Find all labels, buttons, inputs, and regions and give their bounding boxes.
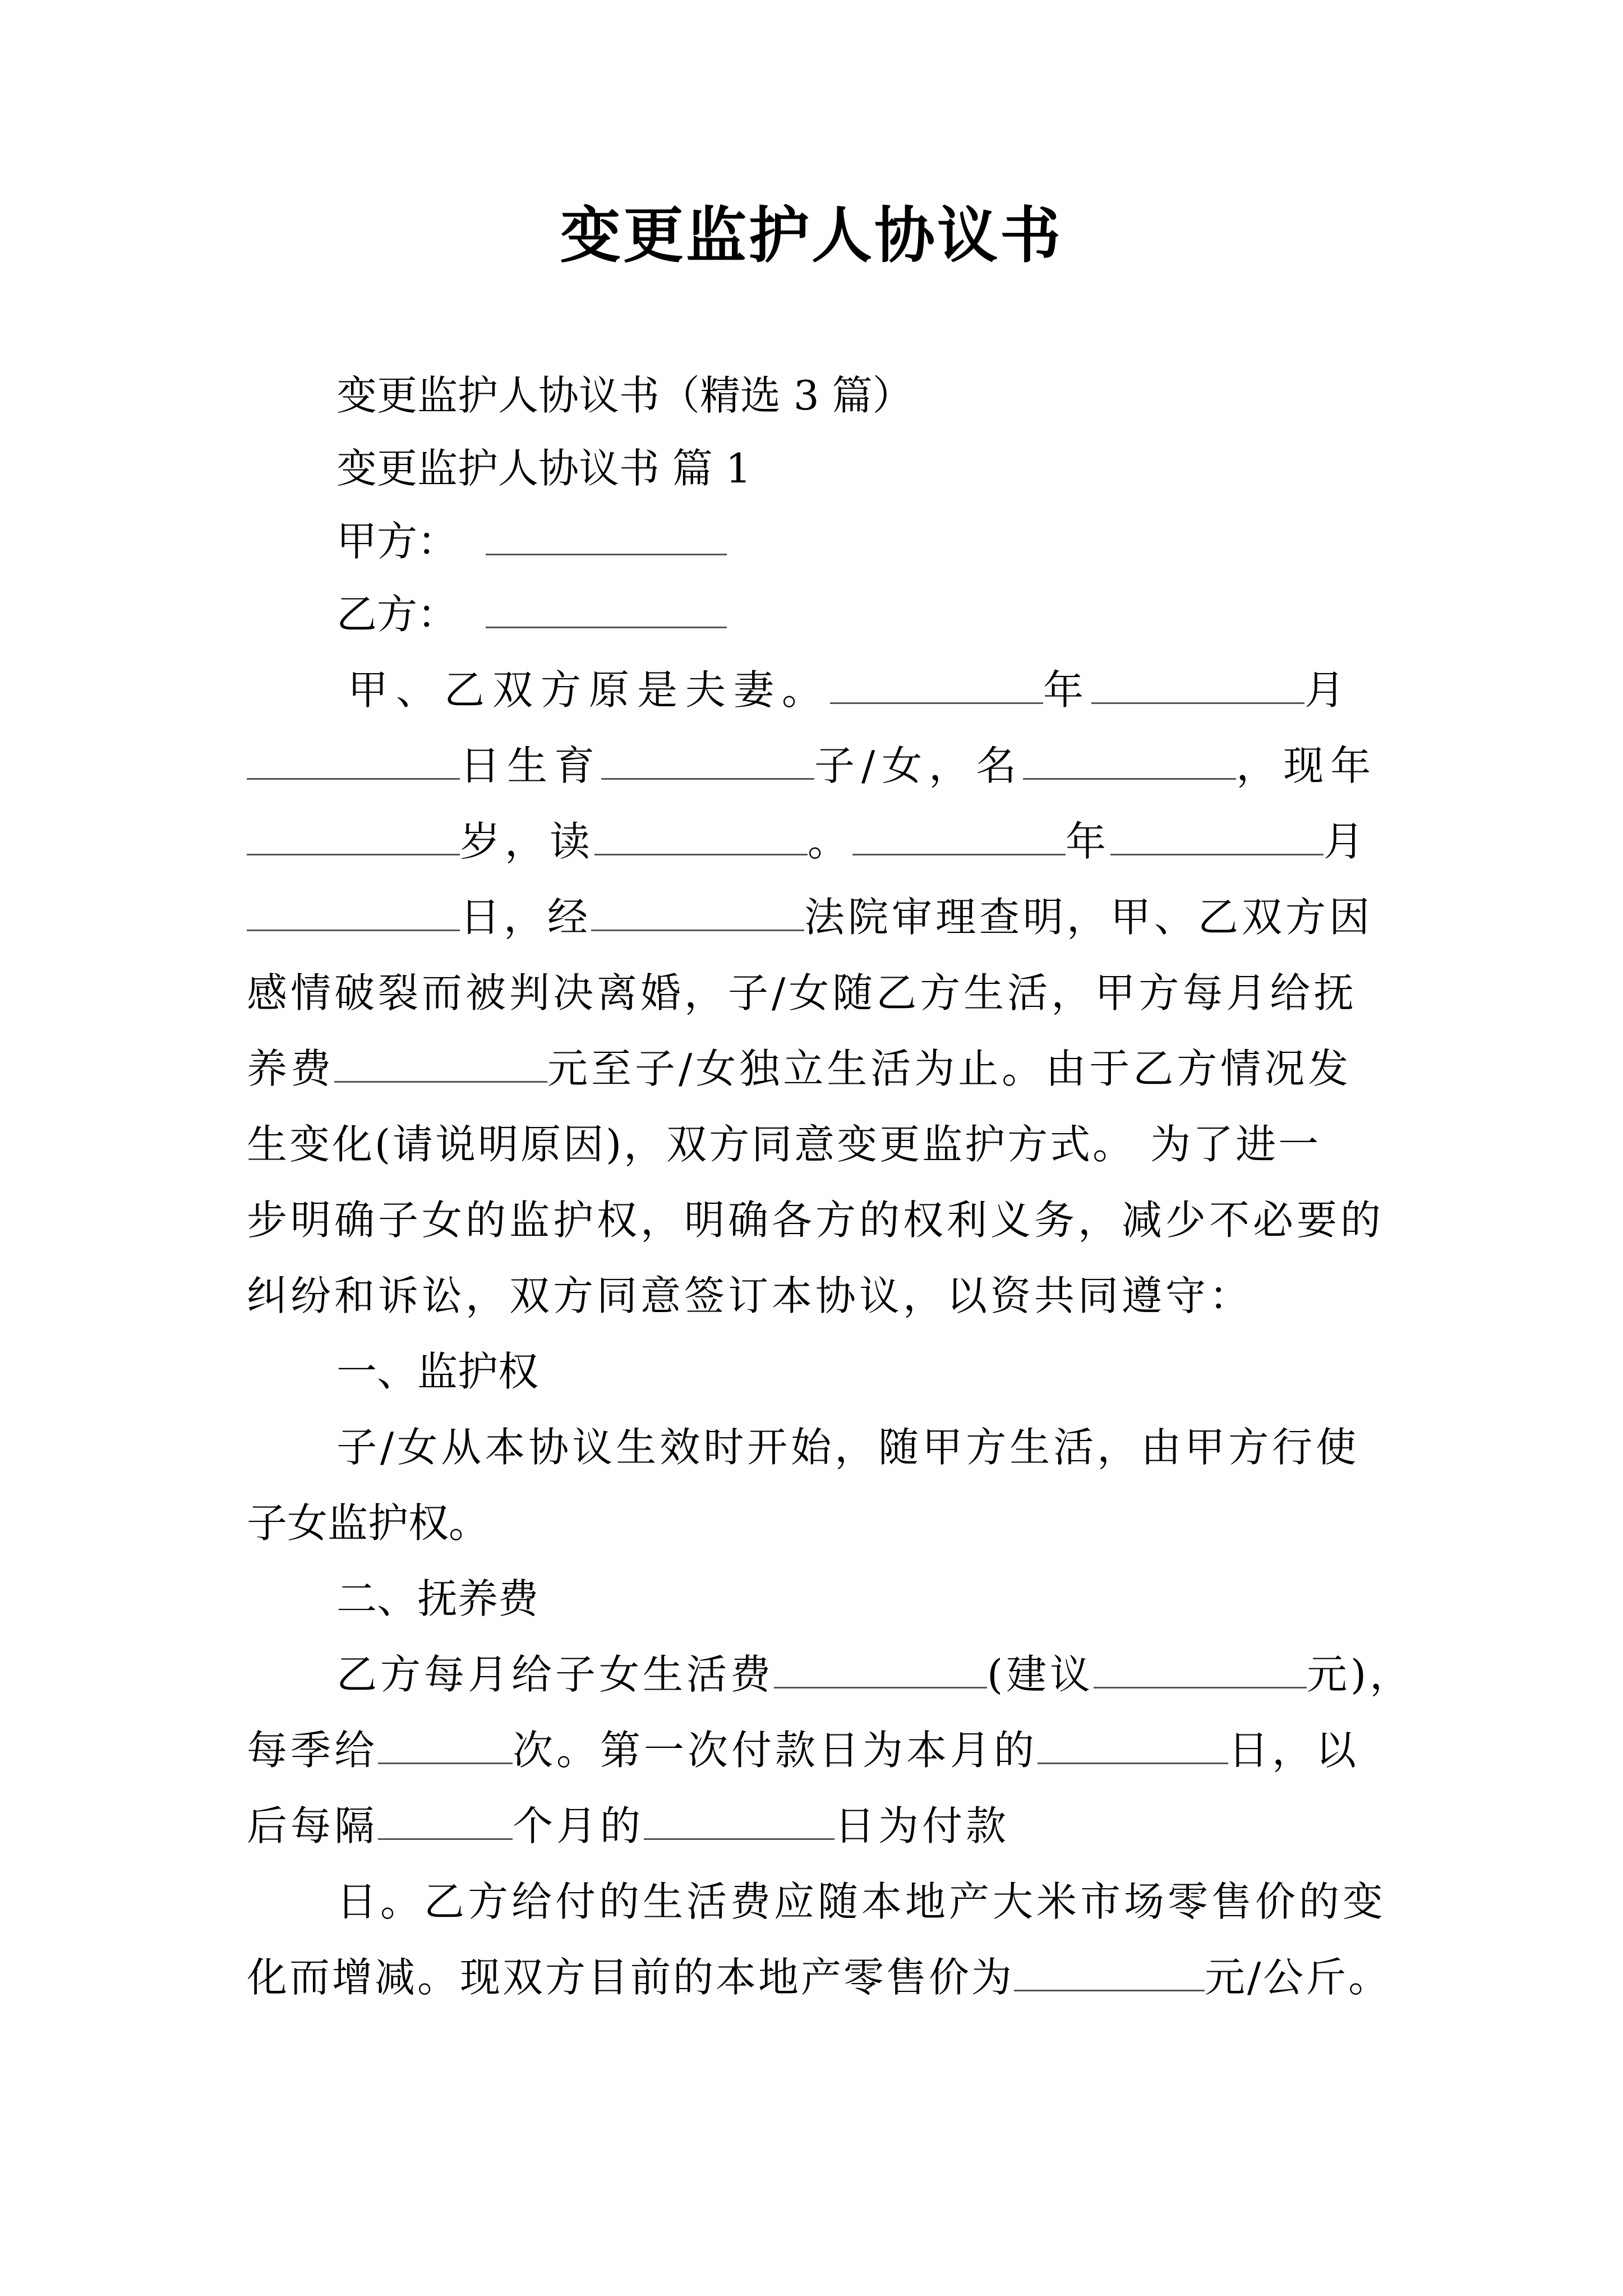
p1-line-7: 生变化(请说明原因)，双方同意变更监护方式。 为了进一 bbox=[247, 1121, 1321, 1168]
document-title: 变更监护人协议书 bbox=[560, 200, 1063, 271]
p3-line-3: 后每隔 个月的 日为付款 bbox=[247, 1798, 1391, 1854]
p4-line-1: 日。乙方给付的生活费应随本地产大米市场零售价的变 bbox=[336, 1878, 1387, 1925]
p1-line-4: 日，经 法院审理查明，甲、乙双方因 bbox=[247, 889, 1391, 945]
p1-line-8: 步明确子女的监护权，明确各方的权利义务，减少不必要的 bbox=[247, 1197, 1385, 1244]
p1-line-6: 养费 元至子/女独立生活为止。由于乙方情况发 bbox=[247, 1041, 1391, 1097]
section-heading: 变更监护人协议书 篇 1 bbox=[336, 445, 751, 492]
heading-guardianship: 一、监护权 bbox=[336, 1348, 539, 1395]
p3-line-1: 乙方每月给子女生活费 (建议 元)， bbox=[336, 1646, 1481, 1703]
p2-line-2: 子女监护权。 bbox=[247, 1499, 490, 1547]
document-subtitle: 变更监护人协议书（精选 3 篇） bbox=[336, 372, 913, 419]
party-b-blank bbox=[486, 587, 727, 628]
p3-line-2: 每季给 次。第一次付款日为本月的 日，以 bbox=[247, 1722, 1391, 1778]
p4-line-2: 化而增减。现双方目前的本地产零售价为 元/公斤。 bbox=[247, 1949, 1391, 2005]
heading-support: 二、抚养费 bbox=[336, 1575, 539, 1622]
party-b-line bbox=[336, 586, 1481, 642]
party-a-line bbox=[336, 513, 1481, 569]
p1-line-1: 甲、乙双方原是夫妻。 年 月 bbox=[348, 662, 1492, 718]
p1-line-5: 感情破裂而被判决离婚，子/女随乙方生活，甲方每月给抚 bbox=[247, 969, 1358, 1016]
p1-line-2: 日生育 子/女，名 ，现年 bbox=[247, 738, 1391, 794]
party-b-label: 乙方： bbox=[336, 591, 458, 638]
p1-line-3: 岁，读 。 年 月 bbox=[247, 813, 1391, 869]
party-a-label: 甲方： bbox=[336, 518, 458, 565]
p1-line-9: 纠纷和诉讼，双方同意签订本协议，以资共同遵守： bbox=[247, 1272, 1253, 1319]
p2-line-1: 子/女从本协议生效时开始，随甲方生活，由甲方行使 bbox=[336, 1424, 1360, 1471]
party-a-blank bbox=[486, 514, 727, 555]
